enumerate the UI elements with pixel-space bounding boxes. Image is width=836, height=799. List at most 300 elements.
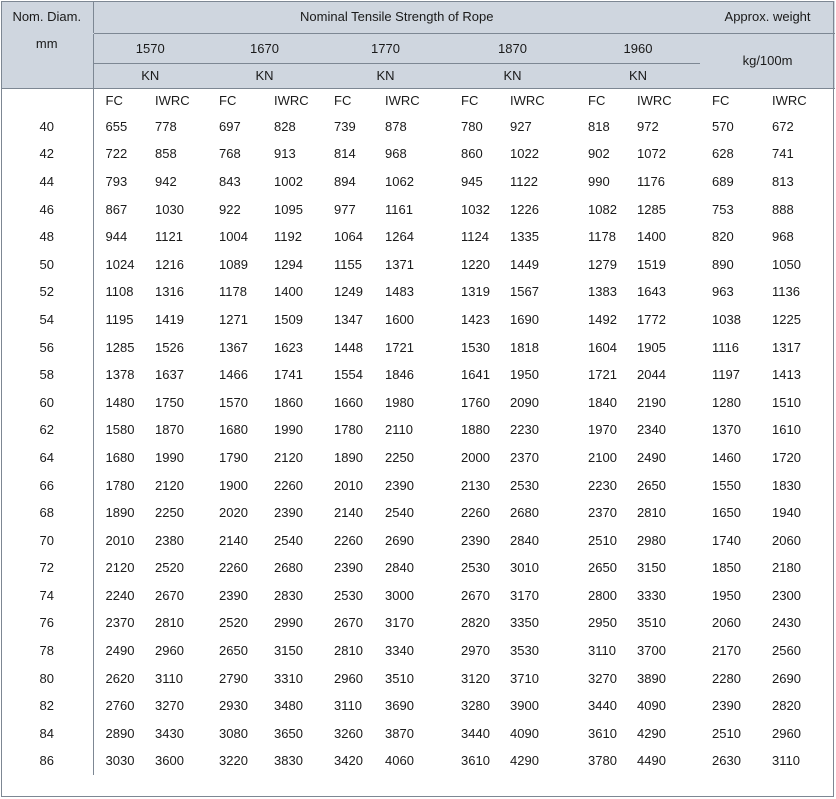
value-cell: 1249 [334,284,363,300]
value-cell: 1846 [385,367,414,383]
unit-kn-1570: KN [93,63,207,88]
value-cell: 963 [712,284,734,300]
table-row [1,223,835,251]
value-cell: 1095 [274,201,303,217]
diameter-cell: 76 [1,609,93,637]
value-cell: 3600 [155,753,184,769]
value-cell: 1580 [105,422,135,438]
value-cell: 3000 [385,587,414,603]
value-cell: 753 [712,201,734,217]
table-row [1,471,835,499]
value-cell: 3170 [385,615,414,631]
value-cell: 793 [105,173,128,189]
value-cell: 813 [772,173,794,189]
value-cell: 2090 [510,394,539,410]
value-cell: 1347 [334,311,363,327]
value-cell: 778 [155,118,177,134]
value-cell: 1690 [510,311,539,327]
value-cell: 3330 [637,587,666,603]
diameter-cell: 66 [1,471,93,499]
value-cell: 990 [588,173,610,189]
value-cell: 3010 [510,560,539,576]
weight-unit-header: kg/100m [700,33,835,88]
value-cell: 3120 [461,670,490,686]
value-cell: 2180 [772,560,801,576]
value-cell: 1950 [510,367,539,383]
value-cell: 1030 [155,201,184,217]
subheader-empty-cell [1,88,93,113]
value-cell: 4090 [637,698,666,714]
value-cell: 3610 [461,753,490,769]
value-cell: 860 [461,146,483,162]
value-cell: 1643 [637,284,666,300]
value-cell: 2110 [385,422,413,438]
value-cell: 1226 [510,201,539,217]
value-cell: 2530 [461,560,490,576]
table-row [1,140,835,168]
value-cell: 3650 [274,725,303,741]
value-cell: 2990 [274,615,303,631]
value-cell: 1220 [461,256,490,272]
value-cell: 672 [772,118,794,134]
value-cell: 689 [712,173,734,189]
value-cell: 1818 [510,339,539,355]
diameter-cell: 64 [1,444,93,472]
value-cell: 570 [712,118,734,134]
value-cell: 780 [461,118,483,134]
value-cell: 2060 [712,615,741,631]
value-cell: 2240 [105,587,135,603]
value-cell: 2690 [385,532,414,548]
value-cell: 2680 [510,505,539,521]
diameter-cell: 40 [1,113,93,141]
value-cell: 768 [219,146,241,162]
value-cell: 1509 [274,311,303,327]
diameter-cell: 44 [1,168,93,196]
value-cell: 1870 [155,422,184,438]
fc-iwrc-subheader-row [1,88,835,113]
value-cell: 2810 [155,615,184,631]
value-cell: 1850 [712,560,741,576]
table-row [1,361,835,389]
diameter-cell: 48 [1,223,93,251]
value-cell: 1367 [219,339,248,355]
value-cell: 2370 [588,505,617,521]
value-cell: 1890 [105,505,135,521]
grade-1960-header: 1960 [576,33,700,63]
value-cell: 4290 [637,725,666,741]
value-cell: 2260 [334,532,363,548]
value-cell: 1178 [588,229,616,245]
value-cell: 1155 [334,256,362,272]
value-cell: 843 [219,173,241,189]
value-cell: 1136 [772,284,800,300]
value-cell: 2630 [712,753,741,769]
value-cell: 1294 [274,256,303,272]
value-cell: 3900 [510,698,539,714]
value-cell: 2190 [637,394,666,410]
value-cell: 1860 [274,394,303,410]
diameter-cell: 78 [1,637,93,665]
table-row [1,168,835,196]
value-cell: 2000 [461,449,490,465]
iwrc-label: IWRC [637,93,672,108]
value-cell: 820 [712,229,734,245]
value-cell: 1378 [105,367,135,383]
diameter-cell: 82 [1,692,93,720]
mm-unit-header: mm [1,33,93,88]
table-row [1,692,835,720]
value-cell: 1980 [385,394,414,410]
value-cell: 3260 [334,725,363,741]
value-cell: 1176 [637,173,665,189]
value-cell: 2560 [772,643,801,659]
value-cell: 922 [219,201,241,217]
value-cell: 2670 [155,587,184,603]
value-cell: 1554 [334,367,363,383]
value-cell: 2250 [385,449,414,465]
value-cell: 1285 [637,201,666,217]
value-cell: 1604 [588,339,617,355]
iwrc-label: IWRC [385,93,420,108]
value-cell: 1178 [219,284,247,300]
value-cell: 2380 [155,532,184,548]
value-cell: 1510 [772,394,801,410]
value-cell: 1519 [637,256,666,272]
table-row [1,416,835,444]
value-cell: 1271 [219,311,248,327]
value-cell: 2430 [772,615,801,631]
value-cell: 1990 [155,449,184,465]
diameter-cell: 70 [1,526,93,554]
table-row [1,444,835,472]
value-cell: 944 [105,229,128,245]
table-row [1,278,835,306]
value-cell: 3870 [385,725,414,741]
value-cell: 3110 [772,753,800,769]
value-cell: 2390 [274,505,303,521]
approx-weight-header: Approx. weight [700,1,835,33]
value-cell: 2840 [385,560,414,576]
table-row [1,333,835,361]
fc-label: FC [712,93,730,108]
value-cell: 2490 [637,449,666,465]
value-cell: 913 [274,146,296,162]
diameter-cell: 58 [1,361,93,389]
value-cell: 1216 [155,256,184,272]
value-cell: 2260 [219,560,248,576]
tensile-strength-header: Nominal Tensile Strength of Rope [93,1,700,33]
value-cell: 2760 [105,698,135,714]
value-cell: 1680 [105,449,135,465]
value-cell: 1880 [461,422,490,438]
value-cell: 4060 [385,753,414,769]
value-cell: 1317 [772,339,801,355]
value-cell: 2800 [588,587,617,603]
value-cell: 1319 [461,284,490,300]
value-cell: 902 [588,146,610,162]
value-cell: 858 [155,146,177,162]
value-cell: 2010 [105,532,135,548]
value-cell: 3280 [461,698,490,714]
value-cell: 1124 [461,229,489,245]
value-cell: 3700 [637,643,666,659]
value-cell: 2960 [155,643,184,659]
value-cell: 878 [385,118,407,134]
table-row [1,306,835,334]
value-cell: 1371 [385,256,414,272]
value-cell: 1460 [712,449,741,465]
value-cell: 1721 [588,367,617,383]
value-cell: 3430 [155,725,184,741]
value-cell: 2020 [219,505,248,521]
iwrc-label: IWRC [510,93,545,108]
value-cell: 1050 [772,256,801,272]
value-cell: 2300 [772,587,801,603]
value-cell: 2140 [334,505,363,521]
value-cell: 1483 [385,284,414,300]
value-cell: 3270 [588,670,617,686]
value-cell: 1790 [219,449,248,465]
value-cell: 3110 [588,643,616,659]
value-cell: 968 [385,146,407,162]
diameter-cell: 46 [1,195,93,223]
value-cell: 1650 [712,505,741,521]
value-cell: 1316 [155,284,184,300]
table-row [1,526,835,554]
value-cell: 1530 [461,339,490,355]
value-cell: 945 [461,173,483,189]
value-cell: 2650 [219,643,248,659]
value-cell: 2010 [334,477,363,493]
table-row [1,250,835,278]
value-cell: 2690 [772,670,801,686]
value-cell: 1780 [105,477,135,493]
value-cell: 818 [588,118,610,134]
table-row [1,195,835,223]
value-cell: 3150 [274,643,303,659]
value-cell: 1002 [274,173,303,189]
value-cell: 2530 [510,477,539,493]
value-cell: 2650 [588,560,617,576]
value-cell: 2370 [105,615,135,631]
value-cell: 2540 [274,532,303,548]
value-cell: 1526 [155,339,184,355]
value-cell: 1413 [772,367,801,383]
value-cell: 1400 [637,229,666,245]
value-cell: 3510 [385,670,414,686]
value-cell: 1072 [637,146,666,162]
diameter-cell: 80 [1,664,93,692]
value-cell: 2170 [712,643,741,659]
value-cell: 739 [334,118,356,134]
value-cell: 2670 [461,587,490,603]
value-cell: 927 [510,118,532,134]
value-cell: 3440 [461,725,490,741]
value-cell: 2890 [105,725,135,741]
value-cell: 1466 [219,367,248,383]
value-cell: 1550 [712,477,741,493]
value-cell: 968 [772,229,794,245]
diameter-cell: 74 [1,582,93,610]
value-cell: 1780 [334,422,363,438]
value-cell: 4090 [510,725,539,741]
value-cell: 2260 [461,505,490,521]
value-cell: 2980 [637,532,666,548]
value-cell: 1022 [510,146,539,162]
value-cell: 2820 [461,615,490,631]
value-cell: 1225 [772,311,801,327]
value-cell: 1950 [712,587,741,603]
rope-strength-table [1,1,835,775]
value-cell: 741 [772,146,794,162]
table-row [1,747,835,775]
value-cell: 1279 [588,256,617,272]
value-cell: 814 [334,146,356,162]
value-cell: 2820 [772,698,801,714]
value-cell: 3440 [588,698,617,714]
value-cell: 1760 [461,394,490,410]
value-cell: 1660 [334,394,363,410]
diameter-cell: 60 [1,388,93,416]
value-cell: 628 [712,146,734,162]
table-row [1,720,835,748]
value-cell: 1089 [219,256,248,272]
value-cell: 1062 [385,173,414,189]
value-cell: 3270 [155,698,184,714]
table-row [1,113,835,141]
value-cell: 1161 [385,201,413,217]
value-cell: 2340 [637,422,666,438]
value-cell: 2230 [510,422,539,438]
value-cell: 2530 [334,587,363,603]
value-cell: 2960 [334,670,363,686]
value-cell: 2680 [274,560,303,576]
value-cell: 3890 [637,670,666,686]
unit-kn-1870: KN [449,63,576,88]
value-cell: 3110 [334,698,362,714]
value-cell: 2510 [588,532,617,548]
value-cell: 1610 [772,422,801,438]
value-cell: 2060 [772,532,801,548]
value-cell: 1570 [219,394,248,410]
value-cell: 1940 [772,505,801,521]
value-cell: 1400 [274,284,303,300]
unit-kn-1670: KN [207,63,322,88]
value-cell: 1285 [105,339,135,355]
value-cell: 1004 [219,229,248,245]
value-cell: 1680 [219,422,248,438]
value-cell: 2044 [637,367,666,383]
unit-kn-1960: KN [576,63,700,88]
value-cell: 1970 [588,422,617,438]
value-cell: 1038 [712,311,741,327]
table-header [1,1,835,88]
value-cell: 3170 [510,587,539,603]
value-cell: 2960 [772,725,801,741]
value-cell: 2930 [219,698,248,714]
table-row [1,637,835,665]
value-cell: 1116 [712,339,740,355]
value-cell: 1772 [637,311,666,327]
value-cell: 3420 [334,753,363,769]
value-cell: 2250 [155,505,184,521]
diameter-cell: 42 [1,140,93,168]
table-row [1,499,835,527]
value-cell: 3480 [274,698,303,714]
value-cell: 1423 [461,311,490,327]
grade-1870-header: 1870 [449,33,576,63]
value-cell: 3080 [219,725,248,741]
value-cell: 2520 [155,560,184,576]
value-cell: 867 [105,201,128,217]
value-cell: 2230 [588,477,617,493]
grade-1570-header: 1570 [93,33,207,63]
value-cell: 1032 [461,201,490,217]
value-cell: 1419 [155,311,184,327]
value-cell: 1750 [155,394,184,410]
value-cell: 942 [155,173,177,189]
value-cell: 2370 [510,449,539,465]
value-cell: 2490 [105,643,135,659]
value-cell: 1840 [588,394,617,410]
table-body [1,88,835,775]
table-row [1,554,835,582]
value-cell: 1990 [274,422,303,438]
value-cell: 1370 [712,422,741,438]
value-cell: 2390 [385,477,414,493]
value-cell: 1082 [588,201,617,217]
diameter-cell: 52 [1,278,93,306]
diameter-cell: 62 [1,416,93,444]
grade-1770-header: 1770 [322,33,449,63]
value-cell: 2810 [334,643,363,659]
value-cell: 1480 [105,394,135,410]
value-cell: 1567 [510,284,539,300]
value-cell: 2390 [461,532,490,548]
iwrc-label: IWRC [772,93,807,108]
value-cell: 2790 [219,670,248,686]
value-cell: 2840 [510,532,539,548]
value-cell: 1264 [385,229,414,245]
value-cell: 2510 [712,725,741,741]
value-cell: 2390 [219,587,248,603]
value-cell: 2390 [334,560,363,576]
value-cell: 3510 [637,615,666,631]
value-cell: 2830 [274,587,303,603]
unit-kn-1770: KN [322,63,449,88]
value-cell: 2670 [334,615,363,631]
fc-label: FC [334,93,352,108]
value-cell: 1492 [588,311,617,327]
value-cell: 1721 [385,339,414,355]
diameter-cell: 72 [1,554,93,582]
diameter-cell: 68 [1,499,93,527]
value-cell: 1448 [334,339,363,355]
value-cell: 1192 [274,229,302,245]
diameter-cell: 54 [1,306,93,334]
value-cell: 1108 [105,284,134,300]
iwrc-label: IWRC [155,93,190,108]
value-cell: 1335 [510,229,539,245]
value-cell: 2540 [385,505,414,521]
value-cell: 3530 [510,643,539,659]
value-cell: 1720 [772,449,801,465]
value-cell: 2810 [637,505,666,521]
value-cell: 2650 [637,477,666,493]
nom-diam-header: Nom. Diam. [1,1,93,33]
value-cell: 1740 [712,532,741,548]
